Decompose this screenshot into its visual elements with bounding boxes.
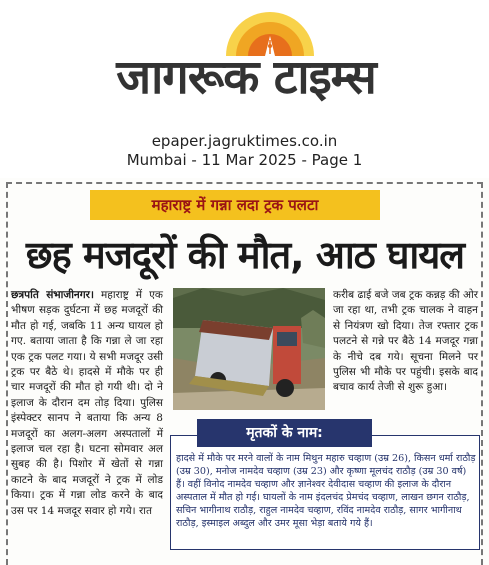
- overturned-truck-photo: [173, 288, 325, 410]
- article-border-top: [6, 182, 483, 184]
- article-headline: छह मजदूरों की मौत, आठ घायल: [25, 233, 465, 277]
- victims-list: हादसे में मौके पर मरने वालों के नाम मिथुन महारु चव्हाण (उम्र 26), किसन धर्मा राठौड़ (उम्र 30), मनोज नामदेव चव्हाण (उम्र 23) और कृष्णा मूलचंद राठौड़ (उम्र 30 वर्ष) हैं। वहीं विनोद नामदेव चव्हाण और ज्ञानेश्वर देवीदास चव्हाण की इलाज के दौरान अस्पताल में मौत हो गई। घायलों के नाम इंदलचंद प्रेमचंद चव्हाण, लाखन छगन राठौड़, सचिन भागीनाथ राठौड़, राहुल नामदेव चव्हाण, रविंद नामदेव राठौड़, सागर भागीनाथ राठौड़, इस्माइल अब्दुल और उमर मूसा भेड़ा बताये गये हैं।: [176, 453, 476, 529]
- article-body-right: करीब ढाई बजे जब ट्रक कन्नड़ की ओर जा रहा था, तभी ट्रक चालक ने वाहन से नियंत्रण खो दिया। तेज रफ्तार ट्रक पलटने से गन्ने पर बैठे 14 मजदूर गन्ना के नीचे दब गये। सूचना मिलने पर पुलिस भी मौके पर पहुंची। इसके बाद बचाव कार्य तेजी से शुरू हुआ।: [333, 289, 478, 394]
- article-body-left: [11, 288, 163, 563]
- newspaper-logo[interactable]: [52, 6, 440, 106]
- article-dateline: छत्रपति संभाजीनगर।: [11, 289, 94, 301]
- news-article: [0, 178, 489, 565]
- epaper-url[interactable]: epaper.jagruktimes.co.in: [151, 132, 338, 150]
- article-border-right: [481, 182, 483, 565]
- article-border-left: [6, 182, 8, 565]
- victims-heading: मृतकों के नाम:: [197, 419, 372, 447]
- article-kicker: महाराष्ट्र में गन्ना लदा ट्रक पलटा: [90, 190, 380, 220]
- logo-wordmark: जागरूक टाइम्स: [116, 50, 376, 105]
- article-body-left-text: महाराष्ट्र में एक भीषण सड़क दुर्घटना में छह मजदूरों की मौत हो गई, जबकि 11 अन्य घायल हो गए. बताया जाता है कि गन्ना ले जा रहा एक ट्रक पलट गया। ये सभी मजदूर उसी ट्रक पर बैठे थे। हादसे में मौके पर ही चार मजदूरों की मौत हो गयी थी। दो ने इलाज के दौरान दम तोड़ दिया। पुलिस इंस्पेक्टर सानप ने बताया कि अन्य 8 मजदूरों का अलग-अलग अस्पतालों में इलाज चल रहा है। घटना सोमवार अल सुबह की है। पिशोर में खेतों से गन्ना काटने के बाद मजदूरों ने ट्रक में लोड किया। ट्रक में गन्ना लोड करने के बाद उस पर 14 मजदूर सवार हो गये। रात: [11, 289, 163, 517]
- masthead: [0, 0, 489, 175]
- edition-date: Mumbai - 11 Mar 2025 - Page 1: [126, 151, 363, 169]
- truck-accident-image: [173, 288, 325, 410]
